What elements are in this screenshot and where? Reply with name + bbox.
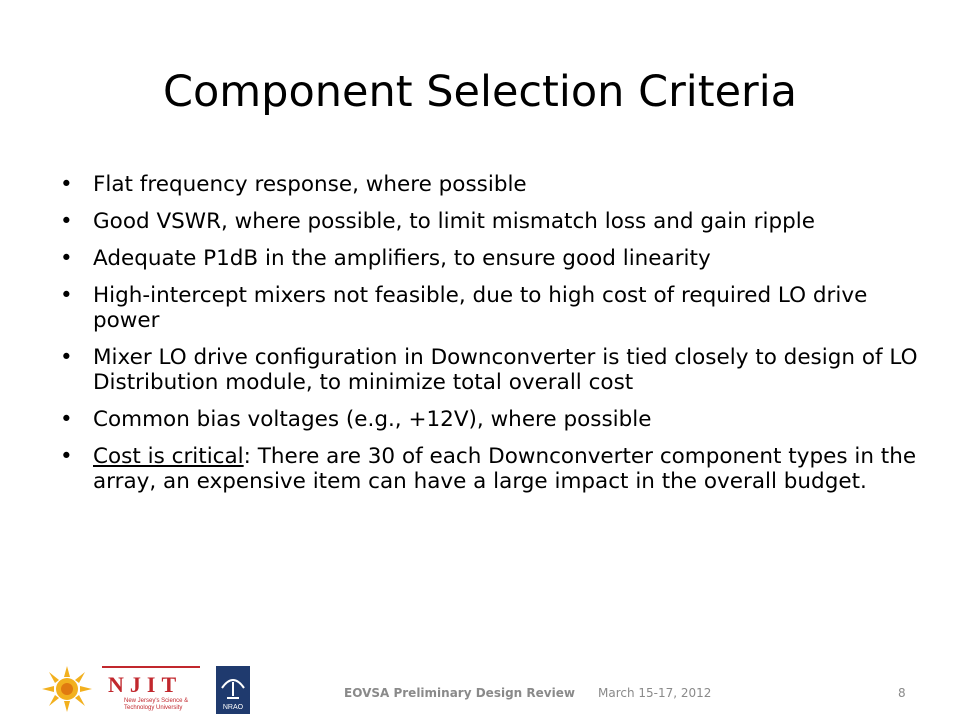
bullet-item	[60, 407, 930, 432]
njit-rule	[102, 666, 200, 668]
slide-title: Component Selection Criteria	[162, 67, 798, 117]
bullet-item	[60, 444, 930, 494]
bullet-list	[60, 172, 930, 506]
bullet-text: Good VSWR, where possible, to limit mismatch loss and gain ripple	[93, 209, 815, 234]
bullet-item	[60, 345, 930, 395]
bullet-dot: •	[60, 407, 73, 432]
bullet-item	[60, 172, 930, 197]
bullet-text: : There are 30 of each Downconverter component types in the array, an expensive item can have a large impact in the overall budget.	[93, 444, 917, 494]
bullet-dot: •	[60, 209, 73, 234]
bullet-dot: •	[60, 444, 73, 469]
bullet-item	[60, 209, 930, 234]
bullet-text: Mixer LO drive configuration in Downconverter is tied closely to design of LO Distribution module, to minimize total overall cost	[93, 345, 918, 395]
bullet-dot: •	[60, 246, 73, 271]
footer	[0, 680, 960, 710]
bullet-text: High-intercept mixers not feasible, due to high cost of required LO drive power	[93, 283, 868, 333]
footer-event: EOVSA Preliminary Design Review	[344, 686, 575, 700]
bullet-dot: •	[60, 345, 73, 370]
nrao-logo-text: NRAO	[222, 704, 244, 711]
footer-date: March 15-17, 2012	[598, 686, 712, 700]
bullet-dot: •	[60, 283, 73, 308]
bullet-item	[60, 246, 930, 271]
bullet-emphasis: Cost is critical	[93, 444, 244, 469]
bullet-dot: •	[60, 172, 73, 197]
njit-logo-text: NJIT	[108, 672, 183, 697]
bullet-text: Common bias voltages (e.g., +12V), where possible	[93, 407, 652, 432]
bullet-text: Adequate P1dB in the amplifiers, to ensure good linearity	[93, 246, 711, 271]
njit-logo-subtitle: New Jersey's Science & Technology University	[124, 698, 189, 711]
bullet-text: Flat frequency response, where possible	[93, 172, 527, 197]
bullet-item	[60, 283, 930, 333]
slide-number: 8	[898, 686, 906, 700]
